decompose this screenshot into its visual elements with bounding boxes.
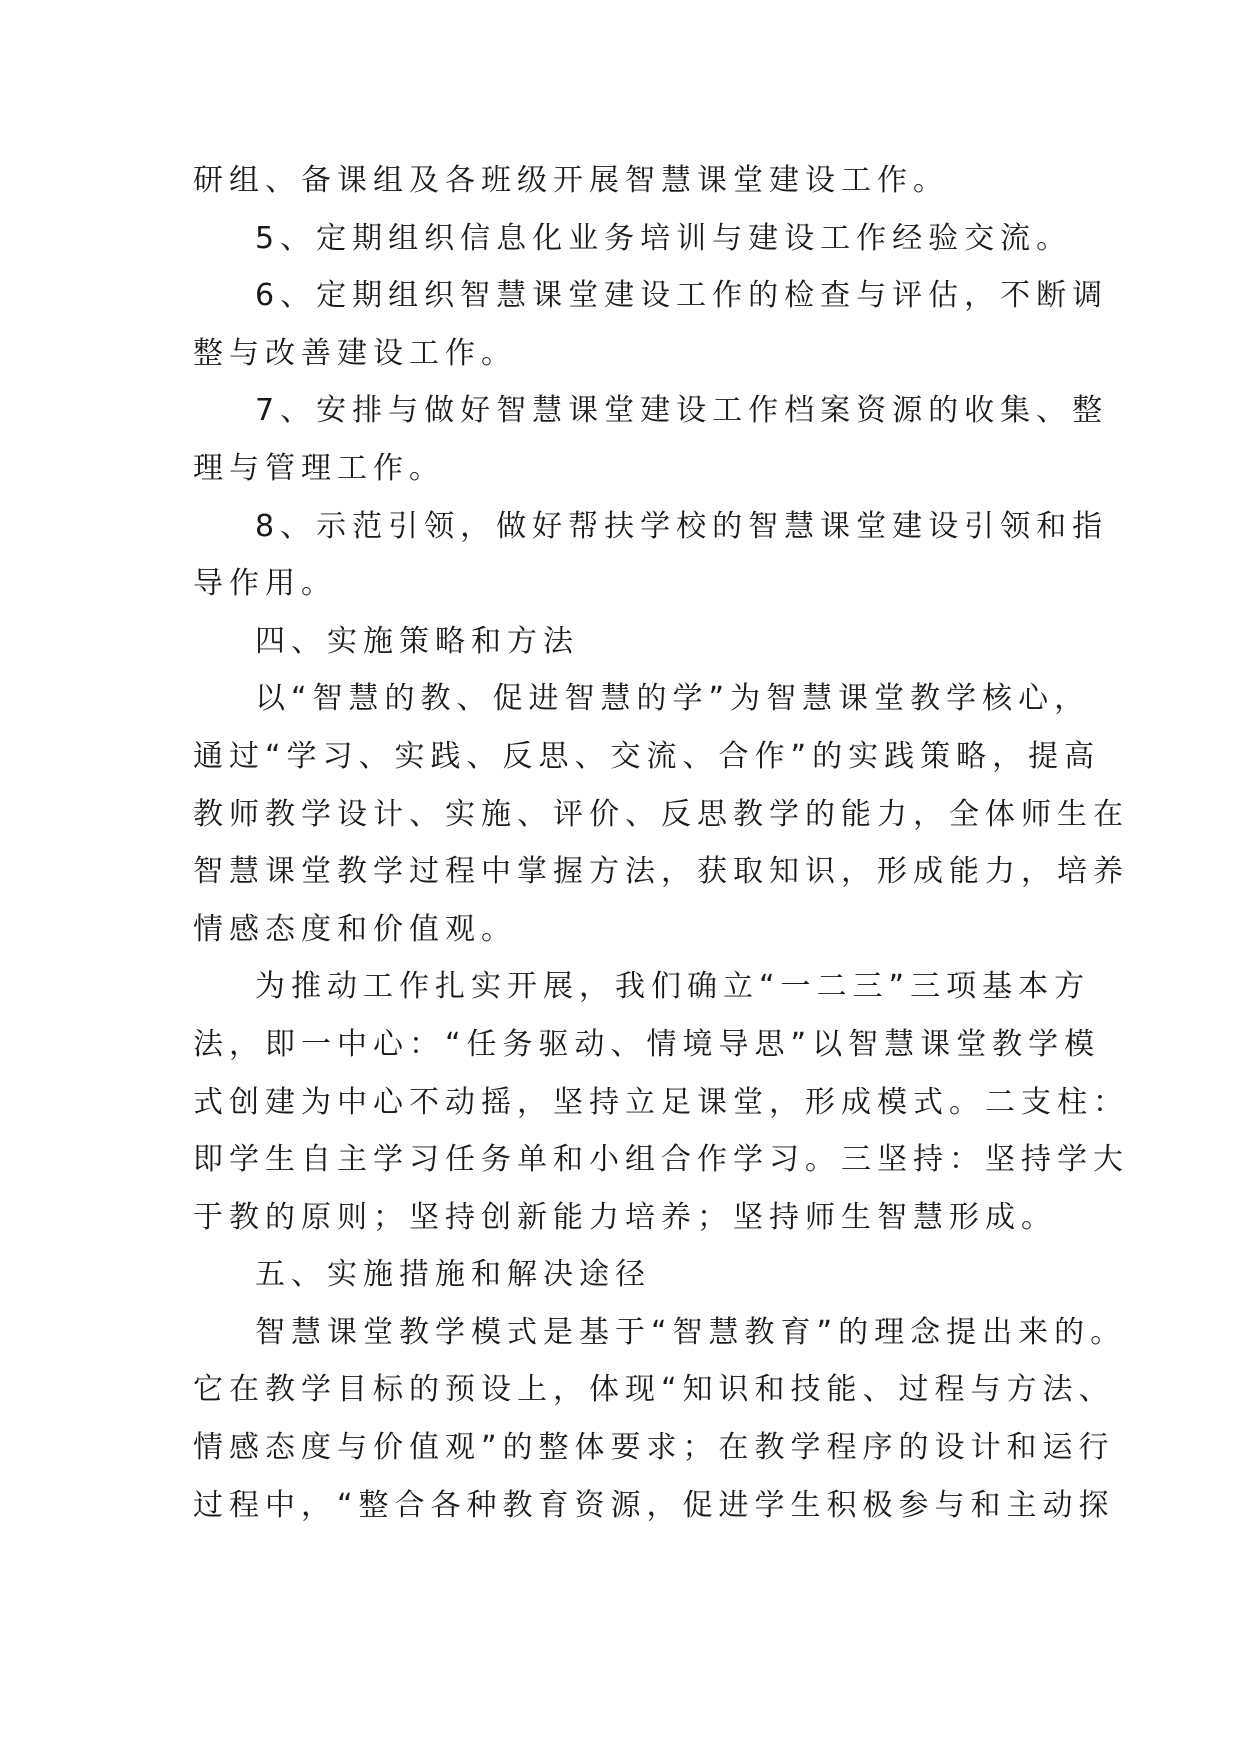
text-line: 通过“学习、实践、反思、交流、合作”的实践策略，提高 xyxy=(193,738,1101,774)
text-line: 为推动工作扎实开展，我们确立“一二三”三项基本方 xyxy=(255,969,1091,1005)
text-line: 7、安排与做好智慧课堂建设工作档案资源的收集、整 xyxy=(255,393,1109,429)
text-line: 教师教学设计、实施、评价、反思教学的能力，全体师生在 xyxy=(193,796,1129,832)
text-line: 过程中，“整合各种教育资源，促进学生积极参与和主动探 xyxy=(193,1487,1115,1523)
text-line: 研组、备课组及各班级开展智慧课堂建设工作。 xyxy=(193,163,949,198)
text-line: 智慧课堂教学过程中掌握方法，获取知识，形成能力，培养 xyxy=(193,854,1129,890)
text-line: 5、定期组织信息化业务培训与建设工作经验交流。 xyxy=(255,220,1073,256)
text-line: 整与改善建设工作。 xyxy=(193,335,517,371)
text-line: 于教的原则；坚持创新能力培养；坚持师生智慧形成。 xyxy=(193,1199,1057,1235)
text-line: 即学生自主学习任务单和小组合作学习。三坚持：坚持学大 xyxy=(193,1142,1129,1178)
text-line: 6、定期组织智慧课堂建设工作的检查与评估，不断调 xyxy=(255,278,1109,314)
text-line: 法，即一中心：“任务驱动、情境导思”以智慧课堂教学模 xyxy=(193,1026,1101,1062)
text-line: 以“智慧的教、促进智慧的学”为智慧课堂教学核心， xyxy=(255,681,1091,717)
section-heading: 四、实施策略和方法 xyxy=(255,623,579,659)
text-line: 情感态度与价值观”的整体要求；在教学程序的设计和运行 xyxy=(193,1430,1115,1466)
text-line: 理与管理工作。 xyxy=(193,450,445,486)
text-line: 情感态度和价值观。 xyxy=(193,911,517,947)
document-body xyxy=(193,152,1129,1534)
text-line: 8、示范引领，做好帮扶学校的智慧课堂建设引领和指 xyxy=(255,508,1109,544)
text-line: 它在教学目标的预设上，体现“知识和技能、过程与方法、 xyxy=(193,1372,1115,1408)
section-heading: 五、实施措施和解决途径 xyxy=(255,1257,651,1293)
text-line: 智慧课堂教学模式是基于“智慧教育”的理念提出来的。 xyxy=(255,1314,1127,1350)
text-line: 导作用。 xyxy=(193,566,337,602)
text-line: 式创建为中心不动摇，坚持立足课堂，形成模式。二支柱： xyxy=(193,1084,1129,1120)
